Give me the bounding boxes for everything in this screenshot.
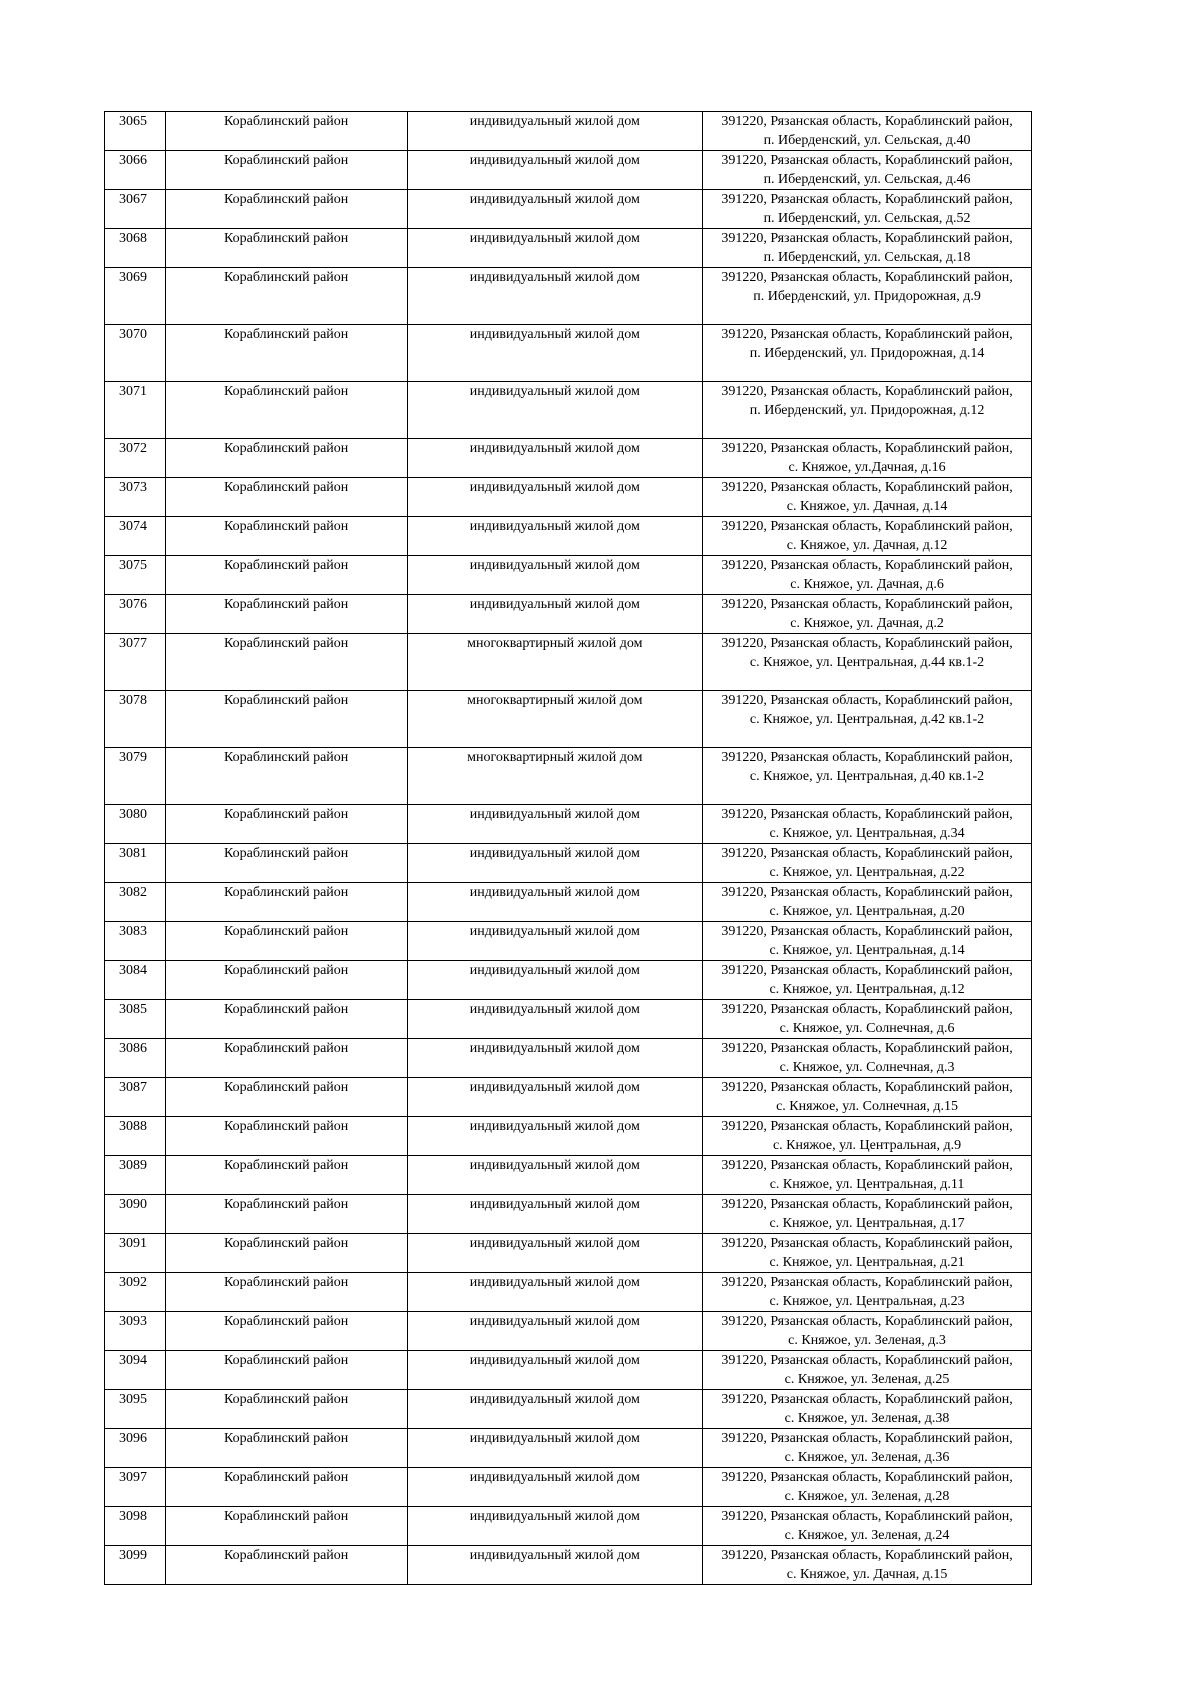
address-cell (703, 1117, 1032, 1156)
table-row (105, 883, 1032, 922)
building-type-cell: индивидуальный жилой дом (407, 1468, 703, 1507)
address-line-street: с. Княжое, ул. Солнечная, д.3 (779, 1060, 955, 1075)
address-line-region: 391220, Рязанская область, Кораблинский район, (721, 924, 1013, 939)
district-cell: Кораблинский район (165, 382, 407, 439)
district-cell: Кораблинский район (165, 1078, 407, 1117)
district-cell: Кораблинский район (165, 1273, 407, 1312)
address-line-street: с. Княжое, ул.Дачная, д.16 (788, 460, 946, 475)
address-line-region: 391220, Рязанская область, Кораблинский район, (721, 636, 1013, 651)
address-line-region: 391220, Рязанская область, Кораблинский район, (721, 693, 1013, 708)
address-line-street: с. Княжое, ул. Солнечная, д.6 (779, 1021, 955, 1036)
address-line-street: с. Княжое, ул. Центральная, д.20 (769, 904, 965, 919)
address-cell (703, 1234, 1032, 1273)
address-cell (703, 922, 1032, 961)
building-type-cell: индивидуальный жилой дом (407, 229, 703, 268)
district-cell: Кораблинский район (165, 883, 407, 922)
row-number-cell: 3083 (105, 922, 166, 961)
address-cell (703, 1390, 1032, 1429)
row-number-cell: 3077 (105, 634, 166, 691)
row-number-cell: 3092 (105, 1273, 166, 1312)
table-row (105, 1117, 1032, 1156)
address-line-region: 391220, Рязанская область, Кораблинский район, (721, 1275, 1013, 1290)
table-row (105, 151, 1032, 190)
row-number-cell: 3096 (105, 1429, 166, 1468)
address-cell (703, 844, 1032, 883)
building-type-cell: индивидуальный жилой дом (407, 1195, 703, 1234)
address-cell (703, 883, 1032, 922)
building-type-cell: индивидуальный жилой дом (407, 961, 703, 1000)
district-cell: Кораблинский район (165, 112, 407, 151)
district-cell: Кораблинский район (165, 1429, 407, 1468)
row-number-cell: 3081 (105, 844, 166, 883)
address-line-region: 391220, Рязанская область, Кораблинский район, (721, 1392, 1013, 1407)
table-row (105, 961, 1032, 1000)
address-line-region: 391220, Рязанская область, Кораблинский район, (721, 1314, 1013, 1329)
address-cell (703, 151, 1032, 190)
district-cell: Кораблинский район (165, 844, 407, 883)
address-cell (703, 1000, 1032, 1039)
district-cell: Кораблинский район (165, 439, 407, 478)
district-cell: Кораблинский район (165, 1312, 407, 1351)
address-line-street: с. Княжое, ул. Центральная, д.9 (772, 1138, 962, 1153)
district-cell: Кораблинский район (165, 151, 407, 190)
building-type-cell: многоквартирный жилой дом (407, 691, 703, 748)
district-cell: Кораблинский район (165, 1000, 407, 1039)
address-line-region: 391220, Рязанская область, Кораблинский район, (721, 1548, 1013, 1563)
row-number-cell: 3090 (105, 1195, 166, 1234)
district-cell: Кораблинский район (165, 634, 407, 691)
table-row (105, 595, 1032, 634)
district-cell: Кораблинский район (165, 325, 407, 382)
table-row (105, 1039, 1032, 1078)
table-row (105, 1390, 1032, 1429)
address-cell (703, 1078, 1032, 1117)
address-line-region: 391220, Рязанская область, Кораблинский район, (721, 963, 1013, 978)
address-line-street: с. Княжое, ул. Центральная, д.14 (769, 943, 965, 958)
table-row (105, 1507, 1032, 1546)
address-line-street: с. Княжое, ул. Дачная, д.2 (790, 616, 944, 631)
address-cell (703, 1546, 1032, 1585)
district-cell: Кораблинский район (165, 1546, 407, 1585)
district-cell: Кораблинский район (165, 1117, 407, 1156)
building-type-cell: индивидуальный жилой дом (407, 1390, 703, 1429)
table-row (105, 1156, 1032, 1195)
address-line-region: 391220, Рязанская область, Кораблинский район, (721, 441, 1013, 456)
building-type-cell: индивидуальный жилой дом (407, 1156, 703, 1195)
row-number-cell: 3093 (105, 1312, 166, 1351)
table-row (105, 1546, 1032, 1585)
address-cell (703, 1312, 1032, 1351)
address-line-street: с. Княжое, ул. Центральная, д.17 (769, 1216, 965, 1231)
address-line-street: с. Княжое, ул. Дачная, д.12 (786, 538, 948, 553)
row-number-cell: 3084 (105, 961, 166, 1000)
table-row (105, 229, 1032, 268)
table-row (105, 1000, 1032, 1039)
address-line-street: с. Княжое, ул. Зеленая, д.25 (784, 1372, 950, 1387)
building-type-cell: индивидуальный жилой дом (407, 922, 703, 961)
address-cell (703, 1156, 1032, 1195)
building-type-cell: индивидуальный жилой дом (407, 844, 703, 883)
building-type-cell: индивидуальный жилой дом (407, 1546, 703, 1585)
address-cell (703, 1351, 1032, 1390)
table-row (105, 517, 1032, 556)
table-row (105, 382, 1032, 439)
row-number-cell: 3071 (105, 382, 166, 439)
address-line-region: 391220, Рязанская область, Кораблинский район, (721, 1236, 1013, 1251)
building-type-cell: индивидуальный жилой дом (407, 268, 703, 325)
row-number-cell: 3076 (105, 595, 166, 634)
row-number-cell: 3089 (105, 1156, 166, 1195)
address-line-region: 391220, Рязанская область, Кораблинский район, (721, 1080, 1013, 1095)
address-line-region: 391220, Рязанская область, Кораблинский район, (721, 1002, 1013, 1017)
district-cell: Кораблинский район (165, 1234, 407, 1273)
district-cell: Кораблинский район (165, 1468, 407, 1507)
building-type-cell: индивидуальный жилой дом (407, 517, 703, 556)
address-line-street: с. Княжое, ул. Центральная, д.21 (769, 1255, 965, 1270)
row-number-cell: 3078 (105, 691, 166, 748)
address-line-region: 391220, Рязанская область, Кораблинский район, (721, 885, 1013, 900)
row-number-cell: 3086 (105, 1039, 166, 1078)
address-cell (703, 517, 1032, 556)
row-number-cell: 3094 (105, 1351, 166, 1390)
address-cell (703, 439, 1032, 478)
building-type-cell: индивидуальный жилой дом (407, 1039, 703, 1078)
district-cell: Кораблинский район (165, 961, 407, 1000)
building-type-cell: индивидуальный жилой дом (407, 190, 703, 229)
table-row (105, 268, 1032, 325)
building-type-cell: индивидуальный жилой дом (407, 595, 703, 634)
building-type-cell: индивидуальный жилой дом (407, 1117, 703, 1156)
row-number-cell: 3082 (105, 883, 166, 922)
district-cell: Кораблинский район (165, 1156, 407, 1195)
address-line-region: 391220, Рязанская область, Кораблинский район, (721, 1509, 1013, 1524)
address-line-street: п. Иберденский, ул. Придорожная, д.9 (753, 289, 981, 304)
address-line-street: с. Княжое, ул. Дачная, д.14 (786, 499, 948, 514)
table-row (105, 478, 1032, 517)
row-number-cell: 3087 (105, 1078, 166, 1117)
district-cell: Кораблинский район (165, 1390, 407, 1429)
address-cell (703, 1195, 1032, 1234)
address-line-street: с. Княжое, ул. Центральная, д.34 (769, 826, 965, 841)
table-row (105, 691, 1032, 748)
address-cell (703, 961, 1032, 1000)
address-line-street: с. Княжое, ул. Центральная, д.42 кв.1-2 (749, 712, 985, 727)
address-line-region: 391220, Рязанская область, Кораблинский район, (721, 1119, 1013, 1134)
address-line-street: п. Иберденский, ул. Сельская, д.46 (763, 172, 971, 187)
row-number-cell: 3065 (105, 112, 166, 151)
district-cell: Кораблинский район (165, 691, 407, 748)
building-type-cell: индивидуальный жилой дом (407, 883, 703, 922)
address-line-region: 391220, Рязанская область, Кораблинский район, (721, 1470, 1013, 1485)
table-row (105, 1429, 1032, 1468)
address-line-street: с. Княжое, ул. Центральная, д.12 (769, 982, 965, 997)
table-row (105, 805, 1032, 844)
address-line-street: п. Иберденский, ул. Придорожная, д.14 (749, 346, 985, 361)
row-number-cell: 3099 (105, 1546, 166, 1585)
row-number-cell: 3075 (105, 556, 166, 595)
building-type-cell: индивидуальный жилой дом (407, 325, 703, 382)
district-cell: Кораблинский район (165, 556, 407, 595)
table-row (105, 1195, 1032, 1234)
address-line-street: п. Иберденский, ул. Придорожная, д.12 (749, 403, 985, 418)
building-type-cell: индивидуальный жилой дом (407, 805, 703, 844)
table-row (105, 1273, 1032, 1312)
table-row (105, 112, 1032, 151)
address-line-region: 391220, Рязанская область, Кораблинский район, (721, 384, 1013, 399)
address-line-region: 391220, Рязанская область, Кораблинский район, (721, 558, 1013, 573)
address-line-street: п. Иберденский, ул. Сельская, д.40 (763, 133, 971, 148)
district-cell: Кораблинский район (165, 805, 407, 844)
row-number-cell: 3069 (105, 268, 166, 325)
building-type-cell: индивидуальный жилой дом (407, 1078, 703, 1117)
district-cell: Кораблинский район (165, 229, 407, 268)
building-type-cell: индивидуальный жилой дом (407, 1312, 703, 1351)
district-cell: Кораблинский район (165, 1195, 407, 1234)
row-number-cell: 3085 (105, 1000, 166, 1039)
address-line-region: 391220, Рязанская область, Кораблинский район, (721, 1431, 1013, 1446)
row-number-cell: 3091 (105, 1234, 166, 1273)
address-line-street: с. Княжое, ул. Зеленая, д.38 (784, 1411, 950, 1426)
district-cell: Кораблинский район (165, 1507, 407, 1546)
building-type-cell: индивидуальный жилой дом (407, 1351, 703, 1390)
address-line-street: с. Княжое, ул. Зеленая, д.3 (788, 1333, 946, 1348)
row-number-cell: 3072 (105, 439, 166, 478)
address-line-region: 391220, Рязанская область, Кораблинский район, (721, 153, 1013, 168)
table-row (105, 190, 1032, 229)
building-type-cell: индивидуальный жилой дом (407, 151, 703, 190)
address-line-street: с. Княжое, ул. Дачная, д.15 (786, 1567, 948, 1582)
table-row (105, 1468, 1032, 1507)
table-row (105, 325, 1032, 382)
row-number-cell: 3095 (105, 1390, 166, 1429)
address-line-region: 391220, Рязанская область, Кораблинский район, (721, 114, 1013, 129)
table-row (105, 844, 1032, 883)
district-cell: Кораблинский район (165, 517, 407, 556)
row-number-cell: 3068 (105, 229, 166, 268)
address-line-street: п. Иберденский, ул. Сельская, д.52 (763, 211, 971, 226)
address-cell (703, 325, 1032, 382)
table-row (105, 1078, 1032, 1117)
address-line-region: 391220, Рязанская область, Кораблинский район, (721, 231, 1013, 246)
address-line-street: с. Княжое, ул. Зеленая, д.28 (784, 1489, 950, 1504)
address-line-region: 391220, Рязанская область, Кораблинский район, (721, 519, 1013, 534)
building-type-cell: индивидуальный жилой дом (407, 439, 703, 478)
table-row (105, 1351, 1032, 1390)
address-line-region: 391220, Рязанская область, Кораблинский район, (721, 1353, 1013, 1368)
address-cell (703, 112, 1032, 151)
building-type-cell: индивидуальный жилой дом (407, 1000, 703, 1039)
row-number-cell: 3073 (105, 478, 166, 517)
building-type-cell: индивидуальный жилой дом (407, 382, 703, 439)
address-cell (703, 1039, 1032, 1078)
building-type-cell: многоквартирный жилой дом (407, 748, 703, 805)
address-line-street: с. Княжое, ул. Дачная, д.6 (790, 577, 944, 592)
address-line-street: с. Княжое, ул. Центральная, д.11 (769, 1177, 965, 1192)
district-cell: Кораблинский район (165, 478, 407, 517)
table-row (105, 1234, 1032, 1273)
address-line-region: 391220, Рязанская область, Кораблинский район, (721, 1197, 1013, 1212)
address-line-region: 391220, Рязанская область, Кораблинский район, (721, 807, 1013, 822)
address-cell (703, 229, 1032, 268)
address-line-region: 391220, Рязанская область, Кораблинский район, (721, 750, 1013, 765)
table-row (105, 1312, 1032, 1351)
row-number-cell: 3097 (105, 1468, 166, 1507)
address-cell (703, 748, 1032, 805)
address-line-street: с. Княжое, ул. Центральная, д.40 кв.1-2 (749, 769, 985, 784)
district-cell: Кораблинский район (165, 1351, 407, 1390)
address-line-region: 391220, Рязанская область, Кораблинский район, (721, 1158, 1013, 1173)
building-type-cell: индивидуальный жилой дом (407, 1429, 703, 1468)
address-line-street: с. Княжое, ул. Центральная, д.23 (769, 1294, 965, 1309)
district-cell: Кораблинский район (165, 268, 407, 325)
address-line-street: с. Княжое, ул. Солнечная, д.15 (776, 1099, 958, 1114)
building-type-cell: многоквартирный жилой дом (407, 634, 703, 691)
address-line-street: п. Иберденский, ул. Сельская, д.18 (763, 250, 971, 265)
district-cell: Кораблинский район (165, 922, 407, 961)
table-row (105, 922, 1032, 961)
address-line-region: 391220, Рязанская область, Кораблинский район, (721, 597, 1013, 612)
address-cell (703, 382, 1032, 439)
row-number-cell: 3079 (105, 748, 166, 805)
district-cell: Кораблинский район (165, 190, 407, 229)
row-number-cell: 3080 (105, 805, 166, 844)
table-row (105, 556, 1032, 595)
address-cell (703, 478, 1032, 517)
address-line-street: с. Княжое, ул. Зеленая, д.24 (784, 1528, 950, 1543)
row-number-cell: 3067 (105, 190, 166, 229)
row-number-cell: 3088 (105, 1117, 166, 1156)
address-cell (703, 268, 1032, 325)
building-type-cell: индивидуальный жилой дом (407, 1507, 703, 1546)
row-number-cell: 3070 (105, 325, 166, 382)
building-type-cell: индивидуальный жилой дом (407, 478, 703, 517)
address-line-region: 391220, Рязанская область, Кораблинский район, (721, 846, 1013, 861)
district-cell: Кораблинский район (165, 1039, 407, 1078)
address-cell (703, 1429, 1032, 1468)
row-number-cell: 3098 (105, 1507, 166, 1546)
address-line-region: 391220, Рязанская область, Кораблинский район, (721, 192, 1013, 207)
row-number-cell: 3074 (105, 517, 166, 556)
address-line-region: 391220, Рязанская область, Кораблинский район, (721, 480, 1013, 495)
address-line-street: с. Княжое, ул. Центральная, д.22 (769, 865, 965, 880)
address-cell (703, 805, 1032, 844)
address-cell (703, 1273, 1032, 1312)
address-line-region: 391220, Рязанская область, Кораблинский район, (721, 270, 1013, 285)
table-row (105, 439, 1032, 478)
district-cell: Кораблинский район (165, 748, 407, 805)
address-cell (703, 634, 1032, 691)
row-number-cell: 3066 (105, 151, 166, 190)
address-cell (703, 595, 1032, 634)
building-type-cell: индивидуальный жилой дом (407, 1234, 703, 1273)
housing-registry-table (104, 111, 1032, 1585)
address-cell (703, 1468, 1032, 1507)
address-line-street: с. Княжое, ул. Зеленая, д.36 (784, 1450, 950, 1465)
address-cell (703, 190, 1032, 229)
building-type-cell: индивидуальный жилой дом (407, 1273, 703, 1312)
address-line-region: 391220, Рязанская область, Кораблинский район, (721, 327, 1013, 342)
table-row (105, 634, 1032, 691)
building-type-cell: индивидуальный жилой дом (407, 112, 703, 151)
district-cell: Кораблинский район (165, 595, 407, 634)
address-cell (703, 691, 1032, 748)
table-row (105, 748, 1032, 805)
address-line-region: 391220, Рязанская область, Кораблинский район, (721, 1041, 1013, 1056)
address-cell (703, 556, 1032, 595)
table-body (105, 112, 1032, 1585)
address-cell (703, 1507, 1032, 1546)
address-line-street: с. Княжое, ул. Центральная, д.44 кв.1-2 (749, 655, 985, 670)
building-type-cell: индивидуальный жилой дом (407, 556, 703, 595)
